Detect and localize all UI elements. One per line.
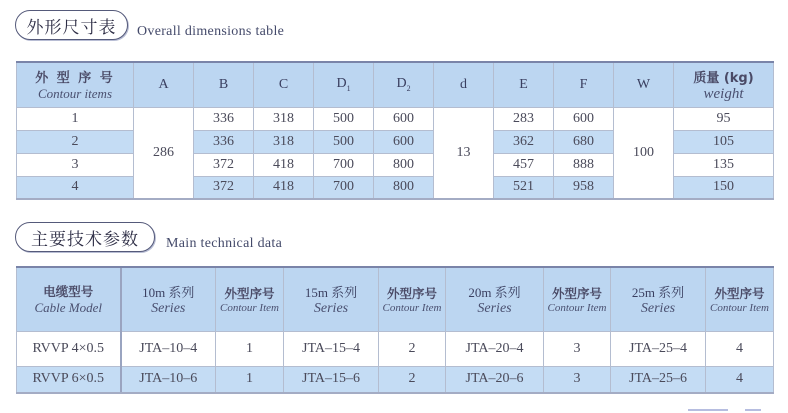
- section-subtitle-technical: Main technical data: [166, 236, 283, 251]
- cell-d-merged: 13: [434, 107, 494, 199]
- cell-d2: 600: [374, 107, 434, 130]
- cell-15m-series: JTA–15–6: [284, 366, 379, 393]
- table-row: [17, 331, 774, 366]
- header-15m-series: [284, 267, 379, 331]
- header-10m-series-en: Series: [151, 300, 186, 316]
- cell-e: 362: [494, 130, 554, 153]
- header-d1-sub: 1: [346, 84, 351, 94]
- cell-f: 958: [554, 176, 614, 199]
- cell-d2: 600: [374, 130, 434, 153]
- cell-25m-series: JTA–25–6: [611, 366, 706, 393]
- technical-header-row: [17, 267, 774, 331]
- header-cable-model: [17, 267, 121, 331]
- cell-f: 888: [554, 153, 614, 176]
- cell-b: 336: [194, 107, 254, 130]
- cell-weight: 95: [674, 107, 774, 130]
- cell-c: 418: [254, 153, 314, 176]
- header-w: W: [614, 62, 674, 107]
- cell-item: 4: [17, 176, 134, 199]
- header-20m-series-zh: 20m 系列: [468, 284, 521, 300]
- cell-contour-item: 2: [379, 331, 446, 366]
- cell-20m-series: JTA–20–4: [446, 331, 544, 366]
- section-title-dimensions-zh: 外形尺寸表: [26, 17, 117, 38]
- cell-item: 1: [17, 107, 134, 130]
- cell-10m-series: JTA–10–6: [121, 366, 216, 393]
- table-row: [17, 107, 774, 130]
- cell-contour-item: 3: [544, 331, 611, 366]
- header-contour-items-en: Contour items: [37, 86, 113, 102]
- cell-d1: 500: [314, 130, 374, 153]
- dimensions-table: [16, 61, 774, 200]
- cell-15m-series: JTA–15–4: [284, 331, 379, 366]
- cell-25m-series: JTA–25–4: [611, 331, 706, 366]
- header-weight-zh: 质量 (kg): [693, 70, 754, 86]
- header-contour-item-4-en: Contour Item: [710, 302, 769, 315]
- cell-b: 372: [194, 153, 254, 176]
- header-cable-model-en: Cable Model: [34, 300, 102, 316]
- cell-item: 2: [17, 130, 134, 153]
- cell-weight: 105: [674, 130, 774, 153]
- cell-d1: 700: [314, 176, 374, 199]
- header-contour-item-1-en: Contour Item: [220, 302, 279, 315]
- cell-cable-model: RVVP 6×0.5: [17, 366, 121, 393]
- header-e: E: [494, 62, 554, 107]
- header-b: B: [194, 62, 254, 107]
- header-25m-series-en: Series: [640, 300, 676, 316]
- header-d: d: [434, 62, 494, 107]
- cell-f: 680: [554, 130, 614, 153]
- cell-weight: 135: [674, 153, 774, 176]
- cell-contour-item: 2: [379, 366, 446, 393]
- header-contour-item-1-zh: 外型序号: [224, 286, 275, 302]
- section-title-technical: [15, 222, 155, 252]
- cell-d2: 800: [374, 176, 434, 199]
- cell-e: 457: [494, 153, 554, 176]
- header-c: C: [254, 62, 314, 107]
- cell-f: 600: [554, 107, 614, 130]
- header-weight: [674, 62, 774, 107]
- cell-c: 418: [254, 176, 314, 199]
- cell-contour-item: 1: [216, 366, 284, 393]
- cell-weight: 150: [674, 176, 774, 199]
- header-20m-series: [446, 267, 544, 331]
- header-f: F: [554, 62, 614, 107]
- header-d2-sub: 2: [406, 84, 411, 94]
- cell-b: 372: [194, 176, 254, 199]
- header-contour-item-2: [379, 267, 446, 331]
- cell-item: 3: [17, 153, 134, 176]
- cell-c: 318: [254, 130, 314, 153]
- header-contour-item-4: [706, 267, 774, 331]
- section-title-technical-zh: 主要技术参数: [31, 229, 139, 250]
- cell-cable-model: RVVP 4×0.5: [17, 331, 121, 366]
- dimensions-header-row: [17, 62, 774, 107]
- header-contour-item-4-zh: 外型序号: [714, 286, 765, 302]
- table-row: [17, 366, 774, 393]
- cell-contour-item: 1: [216, 331, 284, 366]
- header-d2-label: D: [396, 76, 407, 92]
- cell-e: 283: [494, 107, 554, 130]
- header-contour-item-1: [216, 267, 284, 331]
- section-subtitle-dimensions: Overall dimensions table: [137, 24, 285, 39]
- header-15m-series-zh: 15m 系列: [304, 284, 358, 300]
- cell-a-merged: 286: [134, 107, 194, 199]
- cell-contour-item: 4: [706, 366, 774, 393]
- header-weight-en: weight: [703, 85, 744, 102]
- section-title-dimensions: [15, 10, 128, 40]
- header-contour-item-3: [544, 267, 611, 331]
- header-15m-series-en: Series: [313, 300, 349, 316]
- header-contour-item-3-zh: 外型序号: [551, 286, 602, 302]
- cell-10m-series: JTA–10–4: [121, 331, 216, 366]
- header-d2: [374, 62, 434, 107]
- cell-d1: 500: [314, 107, 374, 130]
- cell-d1: 700: [314, 153, 374, 176]
- header-cable-model-zh: 电缆型号: [43, 284, 94, 300]
- cell-e: 521: [494, 176, 554, 199]
- header-10m-series: [121, 267, 216, 331]
- cell-w-merged: 100: [614, 107, 674, 199]
- header-d1: [314, 62, 374, 107]
- decorative-divider: [688, 409, 728, 411]
- header-25m-series: [611, 267, 706, 331]
- cell-d2: 800: [374, 153, 434, 176]
- header-contour-items-zh: 外 型 序 号: [35, 71, 115, 87]
- header-contour-item-2-en: Contour Item: [382, 302, 442, 315]
- cell-c: 318: [254, 107, 314, 130]
- cell-contour-item: 3: [544, 366, 611, 393]
- header-10m-series-zh: 10m 系列: [142, 284, 195, 300]
- cell-b: 336: [194, 130, 254, 153]
- header-20m-series-en: Series: [477, 300, 512, 316]
- cell-20m-series: JTA–20–6: [446, 366, 544, 393]
- cell-contour-item: 4: [706, 331, 774, 366]
- technical-table: [16, 266, 774, 394]
- header-contour-items: [17, 62, 134, 107]
- header-contour-item-3-en: Contour Item: [547, 302, 607, 315]
- header-d1-label: D: [336, 76, 347, 92]
- decorative-divider: [745, 409, 761, 411]
- header-a: A: [134, 62, 194, 107]
- header-25m-series-zh: 25m 系列: [631, 284, 685, 300]
- header-contour-item-2-zh: 外型序号: [386, 286, 437, 302]
